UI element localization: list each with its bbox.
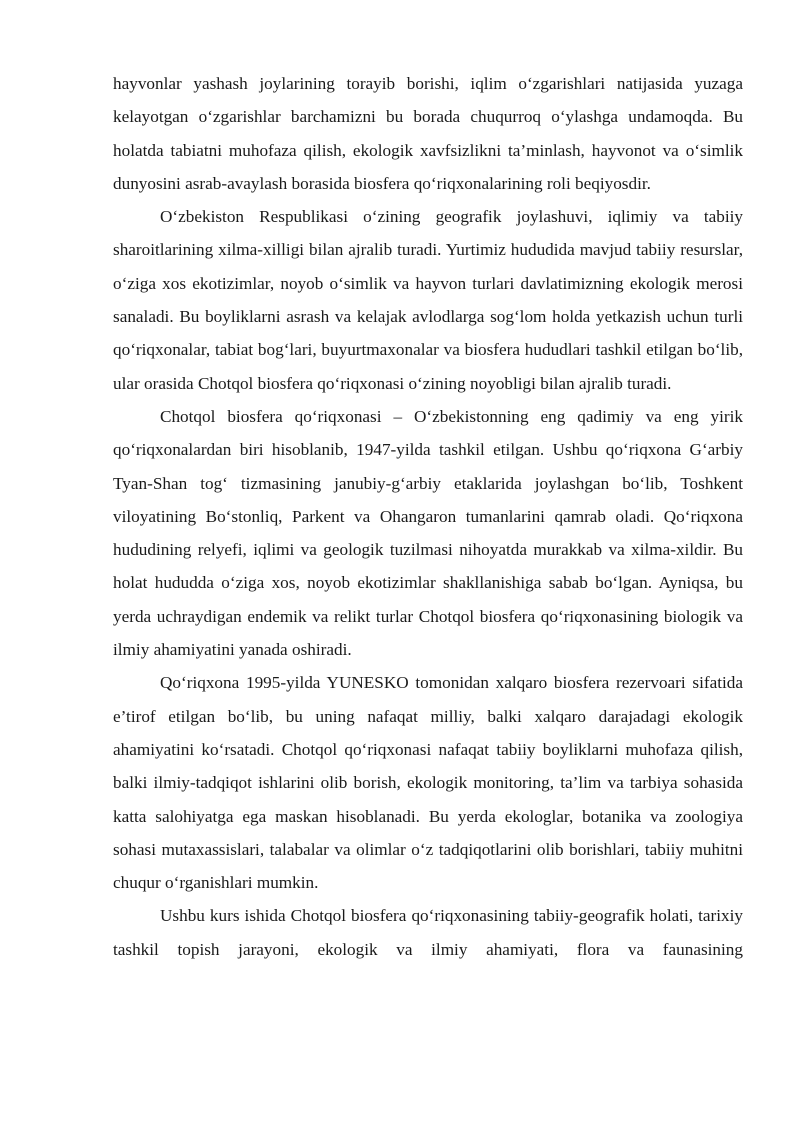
paragraph-4: Qo‘riqxona 1995-yilda YUNESKO tomonidan xalqaro biosfera rezervoari sifatida e’tirof etilgan bo‘lib, bu uning nafaqat milliy, balki xalqaro darajadagi ekologik ahamiyatini ko‘rsatadi. Chotqol qo‘riqxonasi nafaqat tabiiy boyliklarni muhofaza qilish, balki ilmiy-tadqiqot ishlarini olib borish, ekologik monitoring, ta’lim va tarbiya sohasida katta salohiyatga ega maskan hisoblanadi. Bu yerda ekologlar, botanika va zoologiya sohasi mutaxassislari, talabalar va olimlar o‘z tadqiqotlarini olib borishlari, tabiiy muhitni chuqur o‘rganishlari mumkin.	[113, 673, 743, 893]
paragraph-5: Ushbu kurs ishida Chotqol biosfera qo‘riqxonasining tabiiy-geografik holati, tarixiy tashkil topish jarayoni, ekologik va ilmiy ahamiyati, flora va faunasining	[113, 906, 743, 959]
paragraph-3: Chotqol biosfera qo‘riqxonasi – O‘zbekistonning eng qadimiy va eng yirik qo‘riqxonalardan biri hisoblanib, 1947-yilda tashkil etilgan. Ushbu qo‘riqxona G‘arbiy Tyan-Shan tog‘ tizmasining janubiy-g‘arbiy etaklarida joylashgan bo‘lib, Toshkent viloyatining Bo‘stonliq, Parkent va Ohangaron tumanlarini qamrab oladi. Qo‘riqxona hududining relyefi, iqlimi va geologik tuzilmasi nihoyatda murakkab va xilma-xildir. Bu holat hududda o‘ziga xos, noyob ekotizimlar shakllanishiga sabab bo‘lgan. Ayniqsa, bu yerda uchraydigan endemik va relikt turlar Chotqol biosfera qo‘riqxonasining biologik va ilmiy ahamiyatini yanada oshiradi.	[113, 406, 743, 660]
document-body	[113, 67, 743, 966]
paragraph-1: hayvonlar yashash joylarining torayib borishi, iqlim o‘zgarishlari natijasida yuzaga kelayotgan o‘zgarishlar barchamizni bu borada chuqurroq o‘ylashga undamoqda. Bu holatda tabiatni muhofaza qilish, ekologik xavfsizlikni ta’minlash, hayvonot va o‘simlik dunyosini asrab-avaylash borasida biosfera qo‘riqxonalarining roli beqiyosdir.	[113, 74, 743, 193]
paragraph-2: O‘zbekiston Respublikasi o‘zining geografik joylashuvi, iqlimiy va tabiiy sharoitlarining xilma-xilligi bilan ajralib turadi. Yurtimiz hududida mavjud tabiiy resurslar, o‘ziga xos ekotizimlar, noyob o‘simlik va hayvon turlari davlatimizning ekologik merosi sanaladi. Bu boyliklarni asrash va kelajak avlodlarga sog‘lom holda yetkazish uchun turli qo‘riqxonalar, tabiat bog‘lari, buyurtmaxonalar va biosfera hududlari tashkil etilgan bo‘lib, ular orasida Chotqol biosfera qo‘riqxonasi o‘zining noyobligi bilan ajralib turadi.	[113, 207, 743, 393]
